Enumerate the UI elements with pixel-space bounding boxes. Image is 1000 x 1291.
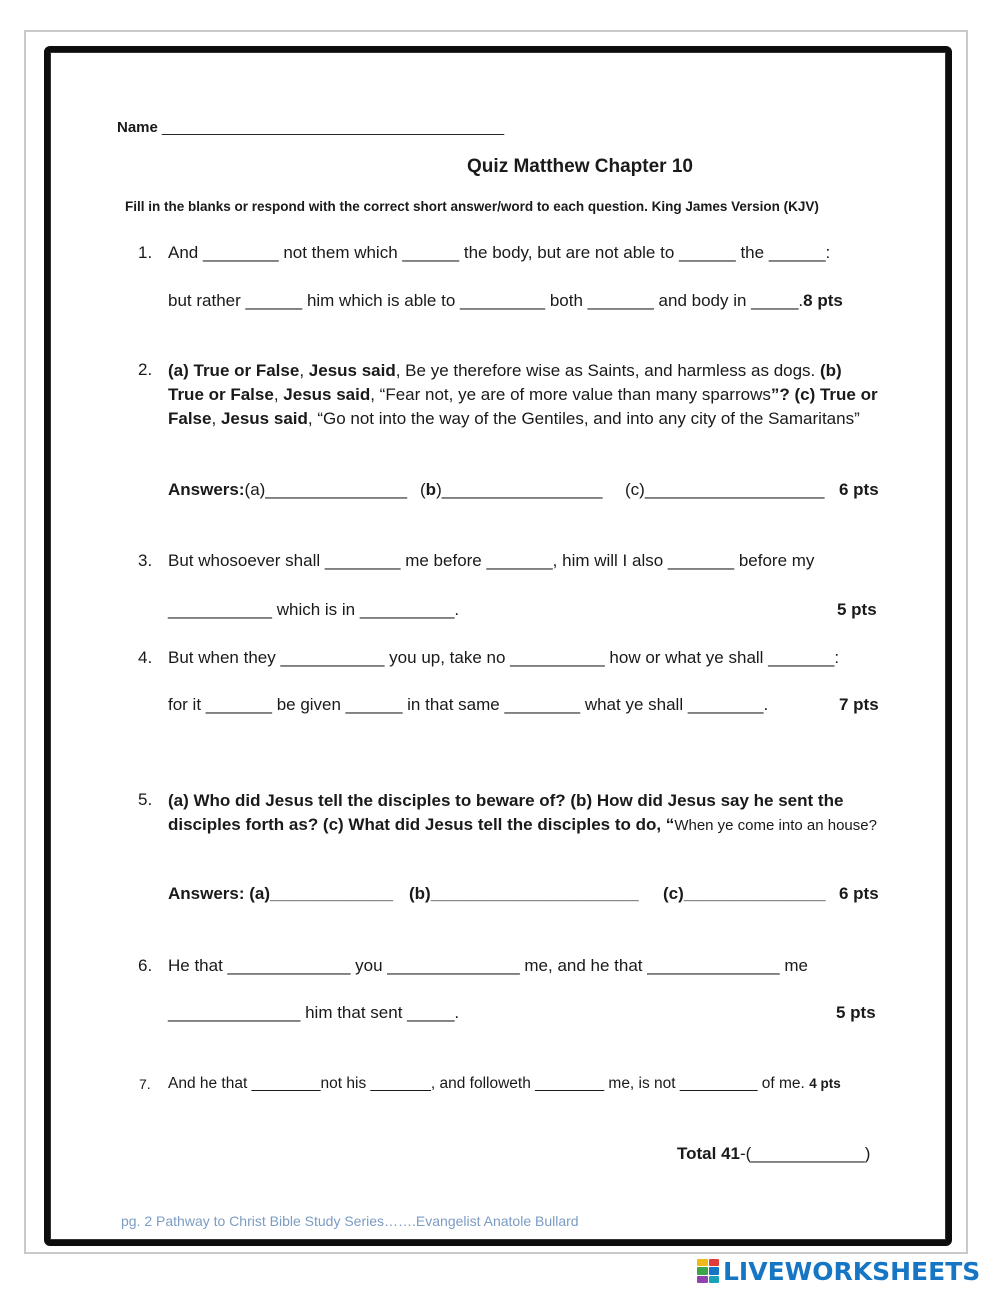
question-1-line-2-text: but rather ______ him which is able to _________ both _______ and body in _____. [168, 291, 804, 310]
answers-label: Answers: [168, 480, 245, 499]
question-5-text [168, 789, 880, 838]
question-4-line-1[interactable]: But when they ___________ you up, take no __________ how or what ye shall _______: [168, 648, 840, 667]
q5-quote: When ye come into an house? [674, 817, 877, 834]
ans-b-letter: b [425, 480, 437, 499]
name-label: Name [117, 119, 158, 136]
question-number: 1. [138, 243, 153, 262]
total-score[interactable] [677, 1144, 870, 1164]
question-5-answer-b[interactable]: (b)______________________ [409, 884, 639, 903]
logo-text: LIVEWORKSHEETS [723, 1256, 981, 1286]
question-5-points: 6 pts [839, 884, 879, 903]
jesus-said: Jesus said [220, 409, 308, 428]
question-4-line-2[interactable]: for it _______ be given ______ in that same ________ what ye shall ________. [168, 695, 769, 714]
question-1-points: 8 pts [803, 291, 843, 310]
instructions: Fill in the blanks or respond with the correct short answer/word to each question. King James Version (KJV) [125, 199, 819, 214]
ans-b-open: ( [420, 480, 426, 499]
liveworksheets-logo[interactable] [697, 1257, 980, 1285]
jesus-said: Jesus said [283, 385, 371, 404]
question-2-text: (a) True or False, Jesus said, Be ye therefore wise as Saints, and harmless as dogs. (b) True or False, Jesus said, “Fear not, ye are of more value than many sparrows”? (c) True or False, Jesus said, “Go not into the way of the Gentiles, and into any city of the Samaritans” [168, 361, 878, 428]
page-footer: pg. 2 Pathway to Christ Bible Study Series…….Evangelist Anatole Bullard [121, 1213, 579, 1229]
page-title: Quiz Matthew Chapter 10 [467, 156, 693, 177]
question-number: 4. [138, 648, 153, 667]
q2-b-text: , “Fear not, ye are of more value than many sparrows [370, 385, 771, 404]
question-6-points: 5 pts [836, 1003, 876, 1022]
question-5-answer-c[interactable]: (c)_______________ [663, 884, 826, 903]
question-3-points: 5 pts [837, 600, 877, 619]
answer-b-field[interactable] [420, 480, 602, 500]
question-number: 7. [139, 1076, 151, 1092]
q2-c-text: , “Go not into the way of the Gentiles, and into any city of the Samaritans” [307, 409, 860, 428]
worksheet-frame [44, 46, 952, 1246]
question-2-answers-label [168, 480, 407, 500]
question-1-line-1[interactable]: And ________ not them which ______ the body, but are not able to ______ the ______: [168, 243, 831, 262]
question-6-line-2[interactable]: ______________ him that sent _____. [168, 1003, 460, 1022]
question-6-line-1[interactable]: He that _____________ you ______________ me, and he that ______________ me [168, 956, 808, 975]
question-2-points: 6 pts [839, 480, 879, 499]
question-number: 3. [138, 551, 153, 570]
answer-c-field[interactable]: (c)___________________ [625, 480, 825, 499]
name-field[interactable]: _________________________________________ [162, 119, 505, 136]
question-1-line-2[interactable] [168, 291, 843, 311]
q2-a-text: , Be ye therefore wise as Saints, and harmless as dogs. [395, 361, 821, 380]
question-number: 6. [138, 956, 153, 975]
liveworksheets-logo-icon [697, 1259, 719, 1283]
question-5-answer-a[interactable]: Answers: (a)_____________ [168, 884, 393, 903]
q2-c-label: (c) True or False [168, 385, 878, 428]
q2-b-label: (b) True or False [168, 361, 842, 404]
question-3-line-2[interactable]: ___________ which is in __________. [168, 600, 460, 619]
q2-a-label: (a) True or False [168, 361, 300, 380]
answer-a-field[interactable]: (a)_______________ [244, 480, 408, 499]
ans-b-close: )_________________ [436, 480, 603, 499]
question-4-points: 7 pts [839, 695, 879, 714]
q2-b-end: ”? [770, 385, 790, 404]
total-field: -(____________) [739, 1144, 871, 1163]
total-label: Total 41 [677, 1144, 740, 1163]
name-row [117, 119, 504, 136]
question-number: 5. [138, 790, 153, 809]
question-7-line-1[interactable] [168, 1075, 841, 1093]
question-number: 2. [138, 360, 153, 379]
question-7-points: 4 pts [809, 1076, 841, 1091]
question-3-line-1[interactable]: But whosoever shall ________ me before _______, him will I also _______ before my [168, 551, 815, 570]
q5-question: (a) Who did Jesus tell the disciples to beware of? (b) How did Jesus say he sent the disciples forth as? (c) What did Jesus tell the disciples to do, “ [168, 791, 844, 834]
question-7-text: And he that ________not his _______, and followeth ________ me, is not _________ of me. [168, 1075, 805, 1092]
jesus-said: Jesus said [308, 361, 396, 380]
